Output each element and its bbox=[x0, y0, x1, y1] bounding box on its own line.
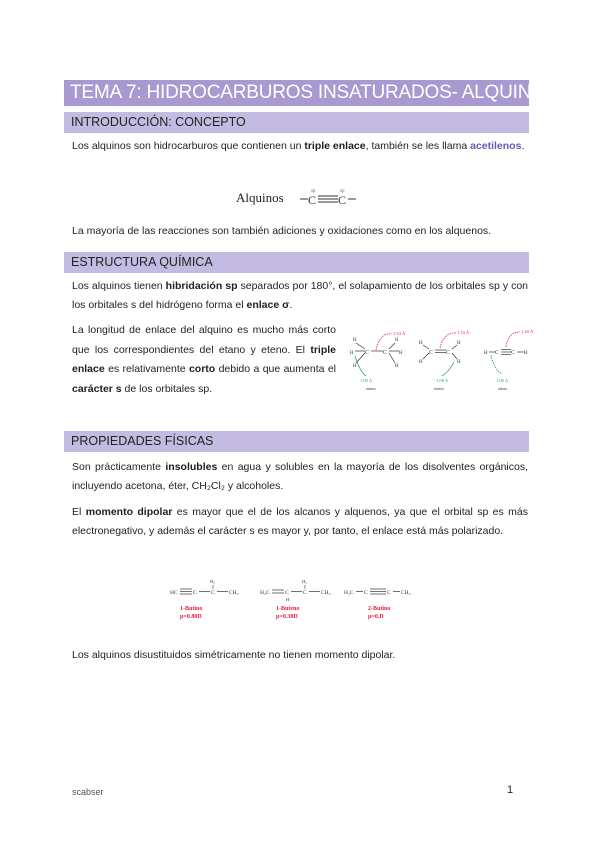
butyne-1-structure bbox=[170, 579, 239, 620]
svg-text:C: C bbox=[446, 350, 451, 356]
svg-text:H₂C: H₂C bbox=[260, 590, 270, 596]
ethyne-structure bbox=[484, 329, 534, 391]
svg-text:1.06 Å: 1.06 Å bbox=[496, 378, 509, 383]
estructura-paragraph: Los alquinos tienen hibridación sp separados por 180°, el solapamiento de los orbitales sp y con los orbitales s del hidrógeno forma el enlace σ. bbox=[72, 280, 529, 311]
svg-text:C: C bbox=[364, 590, 368, 596]
svg-text:C: C bbox=[303, 590, 307, 596]
bond-length-paragraph: La longitud de enlace del alquino es mucho más corto que los correspondientes del etano y eteno. El triple enlace es relativamente corto debido a que aumenta el carácter s de los orbitales sp. bbox=[72, 324, 336, 395]
molecule-name-2: 1-Buteno bbox=[276, 606, 300, 612]
molecule-dipole-3: μ=0.D bbox=[368, 614, 384, 620]
svg-text:C: C bbox=[193, 590, 197, 596]
butene-1-structure bbox=[260, 579, 331, 620]
svg-text:H: H bbox=[419, 360, 423, 365]
alkyne-functional-group-figure bbox=[234, 186, 364, 212]
svg-text:C: C bbox=[429, 350, 434, 356]
svg-text:1.54 Å: 1.54 Å bbox=[393, 331, 406, 336]
svg-text:CH₃: CH₃ bbox=[321, 590, 331, 596]
svg-text:H₂: H₂ bbox=[210, 579, 215, 584]
svg-text:etano: etano bbox=[366, 386, 376, 391]
svg-text:C: C bbox=[308, 193, 317, 207]
intro-paragraph: Los alquinos son hidrocarburos que contienen un triple enlace, también se les llama acetilenos. bbox=[72, 140, 525, 152]
svg-text:HC: HC bbox=[170, 590, 178, 596]
svg-text:H₂: H₂ bbox=[302, 579, 307, 584]
page-number: 1 bbox=[507, 784, 514, 796]
svg-text:H₃C: H₃C bbox=[344, 590, 354, 596]
svg-text:1.33 Å: 1.33 Å bbox=[457, 330, 470, 335]
alkyne-label: Alquinos bbox=[236, 190, 284, 205]
svg-text:1.09 Å: 1.09 Å bbox=[360, 378, 373, 383]
svg-text:1.08 Å: 1.08 Å bbox=[436, 378, 449, 383]
svg-text:H: H bbox=[353, 338, 357, 343]
butyne-2-structure bbox=[344, 589, 411, 620]
svg-text:H: H bbox=[419, 341, 423, 346]
svg-text:H: H bbox=[395, 338, 399, 343]
symmetric-dipole-paragraph: Los alquinos disustituidos simétricamente no tienen momento dipolar. bbox=[72, 649, 396, 661]
svg-text:H: H bbox=[457, 360, 461, 365]
svg-text:C: C bbox=[383, 350, 388, 356]
svg-text:sp: sp bbox=[311, 189, 316, 194]
ethane-structure bbox=[350, 331, 406, 391]
svg-text:C: C bbox=[211, 590, 215, 596]
molecule-name-1: 1-Butino bbox=[180, 606, 203, 612]
section-heading-intro: INTRODUCCIÓN: CONCEPTO bbox=[64, 112, 529, 133]
svg-text:H: H bbox=[484, 351, 488, 356]
svg-text:eteno: eteno bbox=[434, 386, 444, 391]
molecule-name-3: 2-Butino bbox=[368, 606, 391, 612]
page-title: TEMA 7: HIDROCARBUROS INSATURADOS- ALQUINOS bbox=[64, 80, 529, 106]
bond-length-figure bbox=[344, 326, 534, 396]
svg-text:H: H bbox=[457, 341, 461, 346]
svg-text:CH₃: CH₃ bbox=[401, 590, 411, 596]
svg-text:H: H bbox=[395, 364, 399, 369]
section-heading-estructura: ESTRUCTURA QUÍMICA bbox=[64, 252, 529, 273]
svg-text:C: C bbox=[338, 193, 347, 207]
intro-paragraph-2: La mayoría de las reacciones son también adiciones y oxidaciones como en los alquenos. bbox=[72, 225, 492, 237]
molecule-dipole-1: μ=0.80D bbox=[180, 614, 202, 620]
svg-text:C: C bbox=[495, 350, 500, 356]
svg-text:C: C bbox=[387, 590, 391, 596]
svg-text:H: H bbox=[524, 351, 528, 356]
svg-text:sp: sp bbox=[340, 189, 345, 194]
molecule-dipole-2: μ=0.30D bbox=[276, 614, 298, 620]
svg-text:H: H bbox=[399, 351, 403, 356]
svg-text:C: C bbox=[511, 350, 516, 356]
ethene-structure bbox=[419, 330, 470, 391]
svg-text:1.20 Å: 1.20 Å bbox=[521, 329, 534, 334]
solubility-paragraph: Son prácticamente insolubles en agua y solubles en la mayoría de los disolventes orgánicos, incluyendo acetona, éter, CH₂Cl₂ y alcoholes. bbox=[72, 461, 529, 492]
svg-text:CH₃: CH₃ bbox=[229, 590, 239, 596]
svg-text:H: H bbox=[350, 351, 354, 356]
footer-author: scabser bbox=[72, 787, 104, 797]
section-heading-propiedades: PROPIEDADES FÍSICAS bbox=[64, 431, 529, 452]
svg-text:H: H bbox=[353, 364, 357, 369]
svg-text:etino: etino bbox=[498, 386, 507, 391]
dipole-paragraph: El momento dipolar es mayor que el de los alcanos y alquenos, ya que el orbital sp es más electronegativo, y además el carácter s es mayor y, por tanto, el enlace está más polarizado. bbox=[72, 506, 528, 537]
svg-text:H: H bbox=[286, 597, 290, 602]
svg-text:C: C bbox=[365, 350, 370, 356]
svg-text:C: C bbox=[285, 590, 289, 596]
dipole-molecules-figure bbox=[168, 578, 428, 624]
